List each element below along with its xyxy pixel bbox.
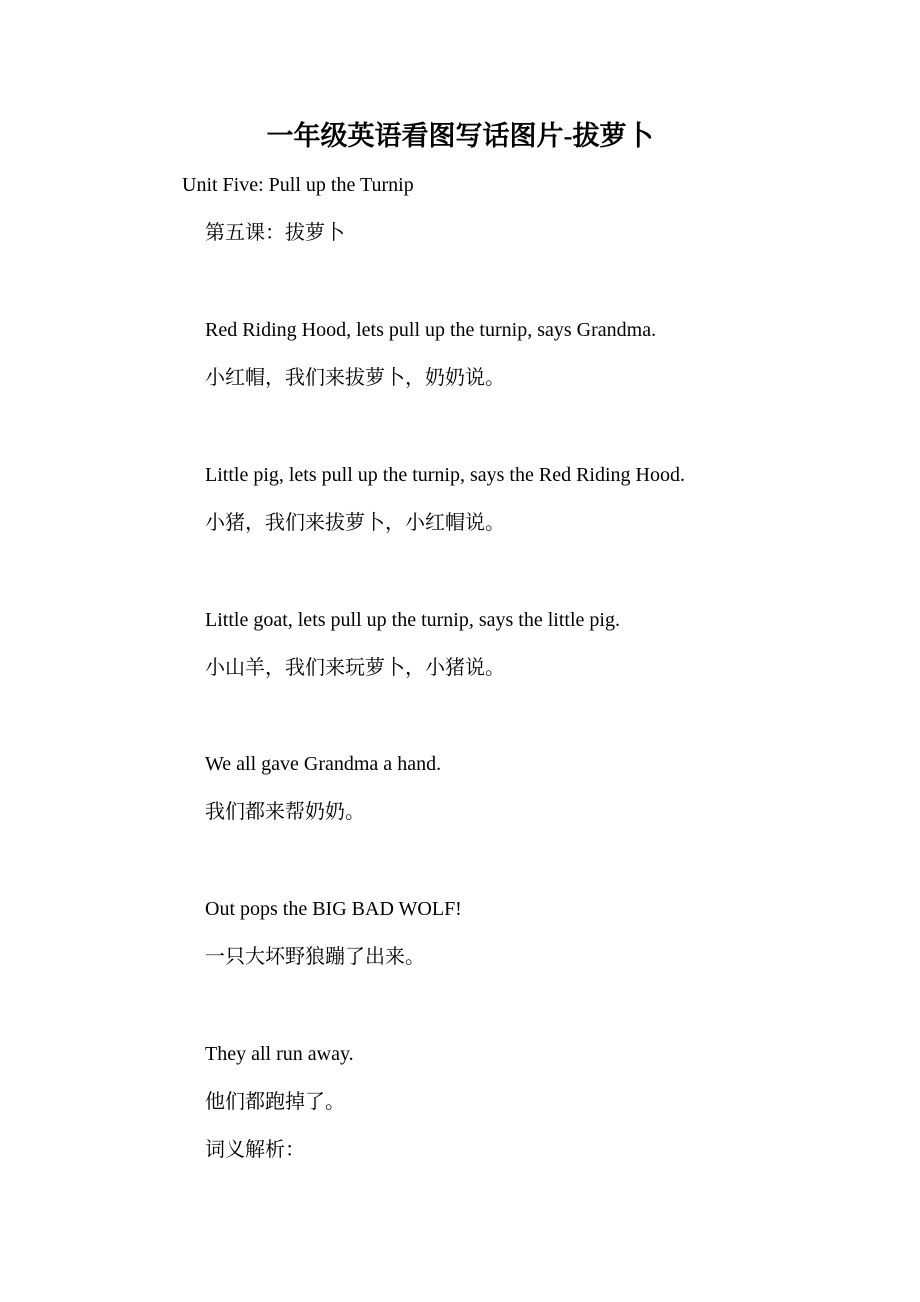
story-line-english: Little goat, lets pull up the turnip, says the little pig.	[205, 609, 620, 631]
page-title: 一年级英语看图写话图片-拔萝卜	[266, 121, 654, 151]
story-line-chinese: 我们都来帮奶奶。	[205, 801, 365, 823]
story-line-english: Little pig, lets pull up the turnip, says the Red Riding Hood.	[205, 464, 685, 486]
story-line-english: Out pops the BIG BAD WOLF!	[205, 898, 462, 920]
story-line-english: They all run away.	[205, 1043, 354, 1065]
story-line-english: We all gave Grandma a hand.	[205, 753, 442, 775]
story-line-chinese: 小猪，我们来拔萝卜，小红帽说。	[205, 512, 505, 534]
story-line-english: Red Riding Hood, lets pull up the turnip, says Grandma.	[205, 319, 657, 341]
story-line-chinese: 小山羊，我们来玩萝卜，小猪说。	[205, 657, 505, 679]
story-line-chinese: 他们都跑掉了。	[205, 1091, 345, 1113]
story-line-chinese: 一只大坏野狼蹦了出来。	[205, 946, 425, 968]
lesson-heading: 第五课：拔萝卜	[205, 222, 345, 244]
section-heading: 词义解析：	[205, 1139, 305, 1161]
unit-subtitle: Unit Five: Pull up the Turnip	[182, 174, 414, 196]
story-line-chinese: 小红帽，我们来拔萝卜，奶奶说。	[205, 367, 505, 389]
